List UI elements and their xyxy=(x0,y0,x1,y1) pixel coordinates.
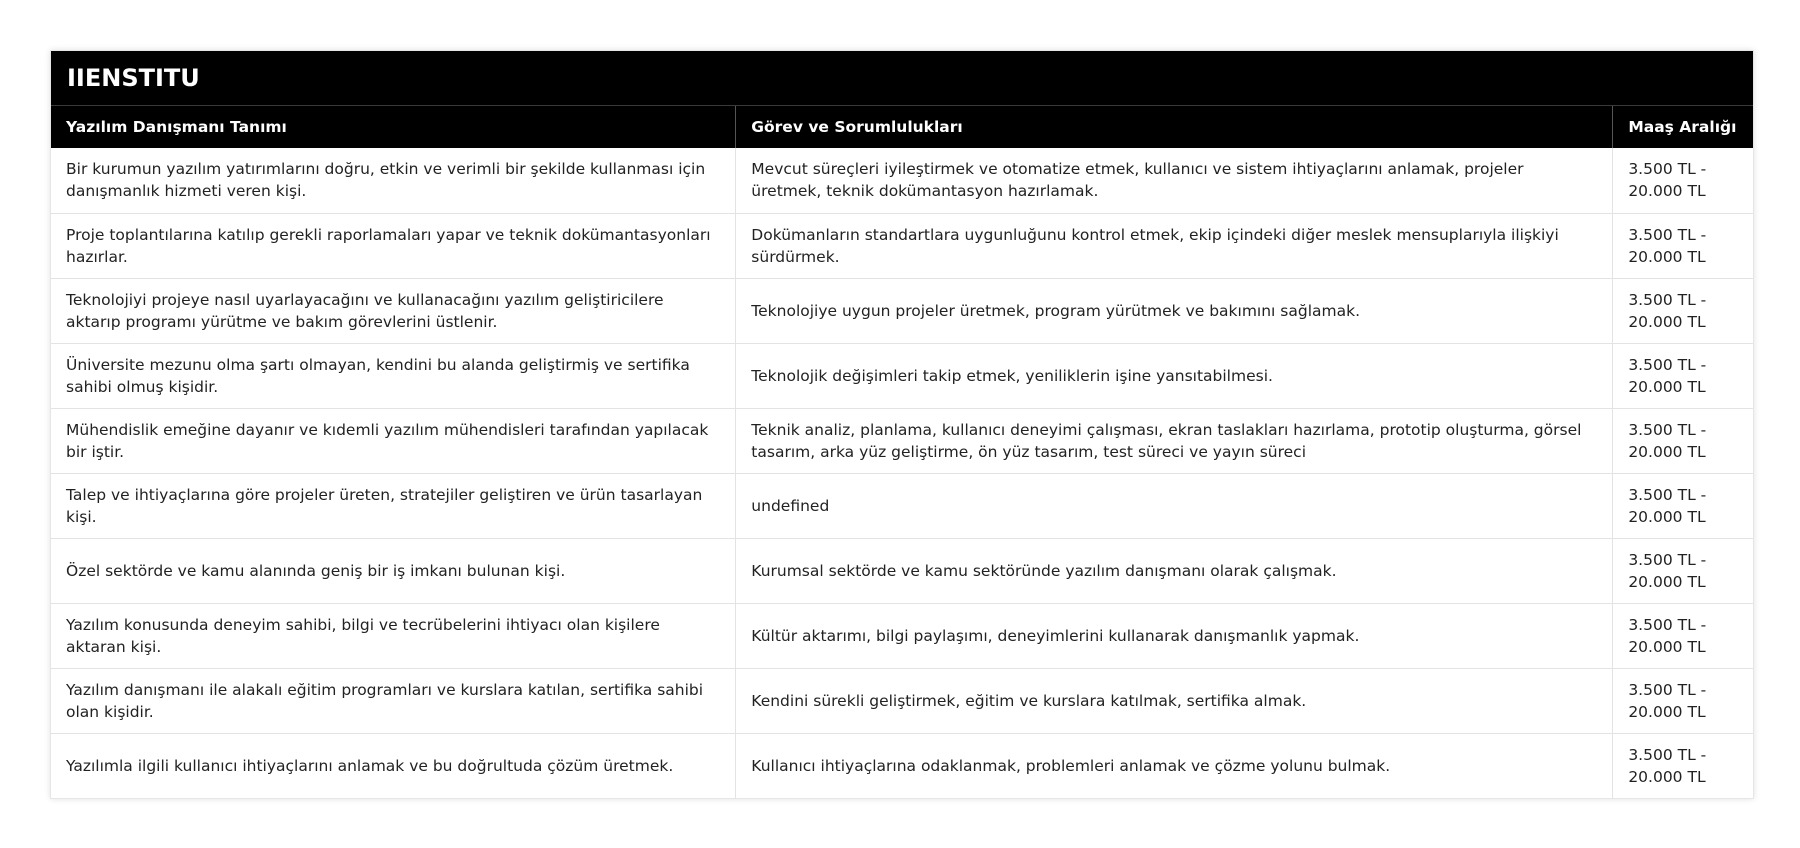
duties-cell: Teknolojiye uygun projeler üretmek, program yürütmek ve bakımını sağlamak. xyxy=(736,278,1613,343)
brand-title: IIENSTITU xyxy=(51,51,1753,106)
duties-cell: Teknik analiz, planlama, kullanıcı deneyimi çalışması, ekran taslakları hazırlama, prototip oluşturma, görsel tasarım, arka yüz geliştirme, ön yüz tasarım, test süreci ve yayın süreci xyxy=(736,408,1613,473)
duties-cell: Kendini sürekli geliştirmek, eğitim ve kurslara katılmak, sertifika almak. xyxy=(736,668,1613,733)
salary-cell: 3.500 TL - 20.000 TL xyxy=(1613,538,1753,603)
header-row xyxy=(51,106,1753,148)
salary-cell: 3.500 TL - 20.000 TL xyxy=(1613,408,1753,473)
salary-cell: 3.500 TL - 20.000 TL xyxy=(1613,603,1753,668)
duties-cell: Kullanıcı ihtiyaçlarına odaklanmak, problemleri anlamak ve çözme yolunu bulmak. xyxy=(736,733,1613,798)
definition-cell: Teknolojiyi projeye nasıl uyarlayacağını ve kullanacağını yazılım geliştiricilere aktarıp programı yürütme ve bakım görevlerini üstlenir. xyxy=(51,278,736,343)
duties-cell: Dokümanların standartlara uygunluğunu kontrol etmek, ekip içindeki diğer meslek mensuplarıyla ilişkiyi sürdürmek. xyxy=(736,213,1613,278)
definition-cell: Yazılım danışmanı ile alakalı eğitim programları ve kurslara katılan, sertifika sahibi olan kişidir. xyxy=(51,668,736,733)
column-header-definition: Yazılım Danışmanı Tanımı xyxy=(51,106,736,148)
duties-cell: Teknolojik değişimleri takip etmek, yeniliklerin işine yansıtabilmesi. xyxy=(736,343,1613,408)
definition-cell: Talep ve ihtiyaçlarına göre projeler üreten, stratejiler geliştiren ve ürün tasarlayan kişi. xyxy=(51,473,736,538)
table-row xyxy=(51,148,1753,213)
table-row xyxy=(51,668,1753,733)
definition-cell: Mühendislik emeğine dayanır ve kıdemli yazılım mühendisleri tarafından yapılacak bir iştir. xyxy=(51,408,736,473)
table-row xyxy=(51,603,1753,668)
salary-cell: 3.500 TL - 20.000 TL xyxy=(1613,343,1753,408)
salary-cell: 3.500 TL - 20.000 TL xyxy=(1613,668,1753,733)
salary-cell: 3.500 TL - 20.000 TL xyxy=(1613,213,1753,278)
column-header-duties: Görev ve Sorumlulukları xyxy=(736,106,1613,148)
definition-cell: Proje toplantılarına katılıp gerekli raporlamaları yapar ve teknik dokümantasyonları hazırlar. xyxy=(51,213,736,278)
salary-cell: 3.500 TL - 20.000 TL xyxy=(1613,473,1753,538)
duties-cell: Mevcut süreçleri iyileştirmek ve otomatize etmek, kullanıcı ve sistem ihtiyaçlarını anlamak, projeler üretmek, teknik dokümantasyon hazırlamak. xyxy=(736,148,1613,213)
duties-cell: Kurumsal sektörde ve kamu sektöründe yazılım danışmanı olarak çalışmak. xyxy=(736,538,1613,603)
definition-cell: Bir kurumun yazılım yatırımlarını doğru, etkin ve verimli bir şekilde kullanması için danışmanlık hizmeti veren kişi. xyxy=(51,148,736,213)
table-row xyxy=(51,408,1753,473)
definition-cell: Özel sektörde ve kamu alanında geniş bir iş imkanı bulunan kişi. xyxy=(51,538,736,603)
table-header xyxy=(51,106,1753,148)
salary-table xyxy=(51,106,1753,798)
definition-cell: Yazılımla ilgili kullanıcı ihtiyaçlarını anlamak ve bu doğrultuda çözüm üretmek. xyxy=(51,733,736,798)
table-card xyxy=(50,50,1754,799)
definition-cell: Üniversite mezunu olma şartı olmayan, kendini bu alanda geliştirmiş ve sertifika sahibi olmuş kişidir. xyxy=(51,343,736,408)
table-row xyxy=(51,733,1753,798)
table-row xyxy=(51,473,1753,538)
table-row xyxy=(51,538,1753,603)
column-header-salary: Maaş Aralığı xyxy=(1613,106,1753,148)
salary-cell: 3.500 TL - 20.000 TL xyxy=(1628,745,1707,786)
table-row xyxy=(51,213,1753,278)
duties-cell: undefined xyxy=(736,473,1613,538)
salary-cell: 3.500 TL - 20.000 TL xyxy=(1613,148,1753,213)
duties-cell: Kültür aktarımı, bilgi paylaşımı, deneyimlerini kullanarak danışmanlık yapmak. xyxy=(736,603,1613,668)
table-row xyxy=(51,278,1753,343)
table-row xyxy=(51,343,1753,408)
definition-cell: Yazılım konusunda deneyim sahibi, bilgi ve tecrübelerini ihtiyacı olan kişilere aktaran kişi. xyxy=(51,603,736,668)
table-body xyxy=(51,148,1753,798)
salary-cell: 3.500 TL - 20.000 TL xyxy=(1613,278,1753,343)
